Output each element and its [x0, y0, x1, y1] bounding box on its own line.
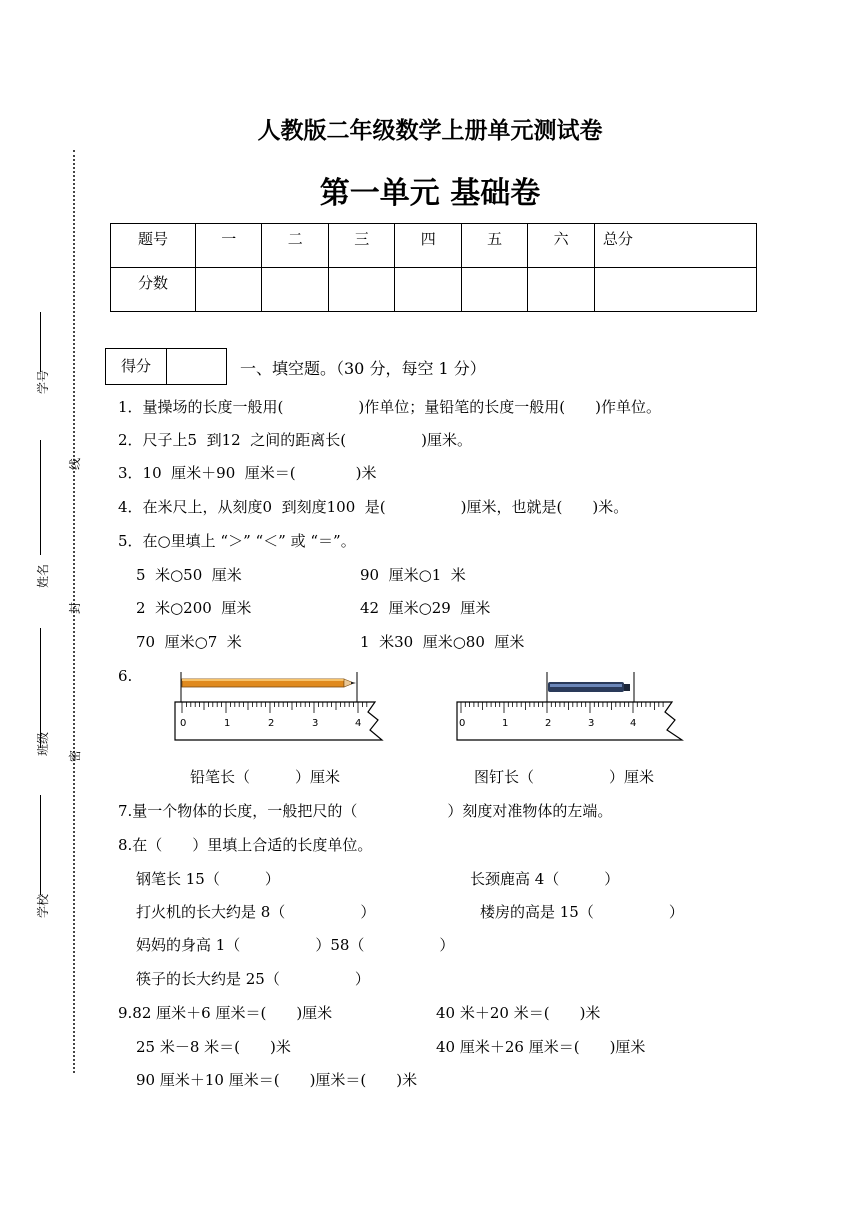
score-table-cell: 题号: [111, 224, 196, 268]
pencil-ruler-svg: [170, 664, 402, 746]
score-table-cell: 五: [461, 224, 527, 268]
score-table-score-row: [111, 268, 757, 312]
ruler-tick-label: 0: [180, 718, 187, 729]
name-label: 姓名: [36, 563, 50, 588]
nail-length-answer: 图钉长（ ）厘米: [474, 768, 655, 786]
compare-item: 2 米○200 厘米: [136, 599, 252, 617]
score-input-cell[interactable]: [395, 268, 461, 312]
ruler-tick-label: 1: [224, 718, 231, 729]
question-1: 1．量操场的长度一般用( )作单位；量铅笔的长度一般用( )作单位。: [118, 398, 661, 416]
unit-item: 妈妈的身高 1（ ）58（ ）: [136, 936, 455, 954]
question-3: 3．10 厘米＋90 厘米＝( )米: [118, 464, 377, 482]
question-7: 7.量一个物体的长度，一般把尺的（ ）刻度对准物体的左端。: [118, 802, 613, 820]
question-6: 6.: [118, 667, 133, 685]
section-score-box: [105, 348, 227, 385]
ruler-tick-label: 1: [502, 718, 509, 729]
pushpin-icon: [548, 682, 630, 692]
score-input-cell[interactable]: [196, 268, 262, 312]
calc-item: 40 米＋20 米＝( )米: [436, 1004, 601, 1022]
ruler-tick-label: 3: [588, 718, 595, 729]
compare-item: 70 厘米○7 米: [136, 633, 242, 651]
name-blank: [40, 440, 41, 555]
compare-item: 1 米30 厘米○80 厘米: [360, 633, 525, 651]
student-id-blank: [40, 312, 41, 372]
student-id-label: 学号: [36, 369, 50, 394]
question-2: 2．尺子上5 到12 之间的距离长( )厘米。: [118, 431, 472, 449]
score-table-cell: 分数: [111, 268, 196, 312]
score-table-cell: 六: [528, 224, 594, 268]
ruler-body: [175, 702, 382, 740]
unit-item: 打火机的长大约是 8（ ）: [136, 903, 376, 921]
question-8: 8.在（ ）里填上合适的长度单位。: [118, 836, 373, 854]
ruler-tick-label: 3: [312, 718, 319, 729]
seal-mi-char: 密: [68, 749, 82, 762]
seal-feng-char: 封: [68, 601, 82, 614]
score-table-cell: 总分: [594, 224, 756, 268]
compare-item: 42 厘米○29 厘米: [360, 599, 491, 617]
ruler-tick-label: 0: [459, 718, 466, 729]
question-5: 5．在○里填上 “＞” “＜” 或 “＝”。: [118, 532, 356, 550]
score-input-cell[interactable]: [461, 268, 527, 312]
ruler-tick-label: 4: [630, 718, 637, 729]
class-blank: [40, 628, 41, 748]
calc-item: 90 厘米＋10 厘米＝( )厘米＝( )米: [136, 1071, 418, 1089]
score-input-cell[interactable]: [328, 268, 394, 312]
pencil-icon: [182, 679, 356, 687]
score-table: [110, 223, 757, 312]
score-table-cell: 四: [395, 224, 461, 268]
ruler-body: [457, 702, 682, 740]
ruler-tick-label: 4: [355, 718, 362, 729]
ruler-tick-label: 2: [545, 718, 552, 729]
score-table-cell: 二: [262, 224, 328, 268]
page-subtitle: 第一单元 基础卷: [319, 176, 541, 211]
nail-ruler-svg: [452, 664, 692, 746]
page-title: 人教版二年级数学上册单元测试卷: [257, 118, 603, 144]
school-blank: [40, 795, 41, 895]
section-heading: 一、填空题。（30 分，每空 1 分）: [240, 359, 486, 378]
score-table-cell: 三: [328, 224, 394, 268]
pencil-length-answer: 铅笔长（ ）厘米: [190, 768, 341, 786]
compare-item: 90 厘米○1 米: [360, 566, 466, 584]
seal-line-char: 线: [68, 457, 82, 470]
section-score-label: 得分: [106, 349, 167, 384]
score-table-header-row: [111, 224, 757, 268]
question-4: 4．在米尺上，从刻度0 到刻度100 是( )厘米，也就是( )米。: [118, 498, 629, 516]
pencil-ruler-figure: [170, 664, 402, 746]
unit-item: 楼房的高是 15（ ）: [480, 903, 684, 921]
unit-item: 筷子的长大约是 25（ ）: [136, 970, 370, 988]
compare-item: 5 米○50 厘米: [136, 566, 242, 584]
calc-item: 9.82 厘米＋6 厘米＝( )厘米: [118, 1004, 333, 1022]
score-input-cell[interactable]: [594, 268, 756, 312]
unit-item: 钢笔长 15（ ）: [136, 870, 280, 888]
score-input-cell[interactable]: [262, 268, 328, 312]
unit-item: 长颈鹿高 4（ ）: [470, 870, 620, 888]
ruler-tick-label: 2: [268, 718, 275, 729]
score-table-cell: 一: [196, 224, 262, 268]
calc-item: 25 米－8 米＝( )米: [136, 1038, 291, 1056]
nail-ruler-figure: [452, 664, 692, 746]
school-label: 学校: [36, 893, 50, 918]
class-label: 班级: [36, 731, 50, 756]
score-input-cell[interactable]: [528, 268, 594, 312]
calc-item: 40 厘米＋26 厘米＝( )厘米: [436, 1038, 646, 1056]
